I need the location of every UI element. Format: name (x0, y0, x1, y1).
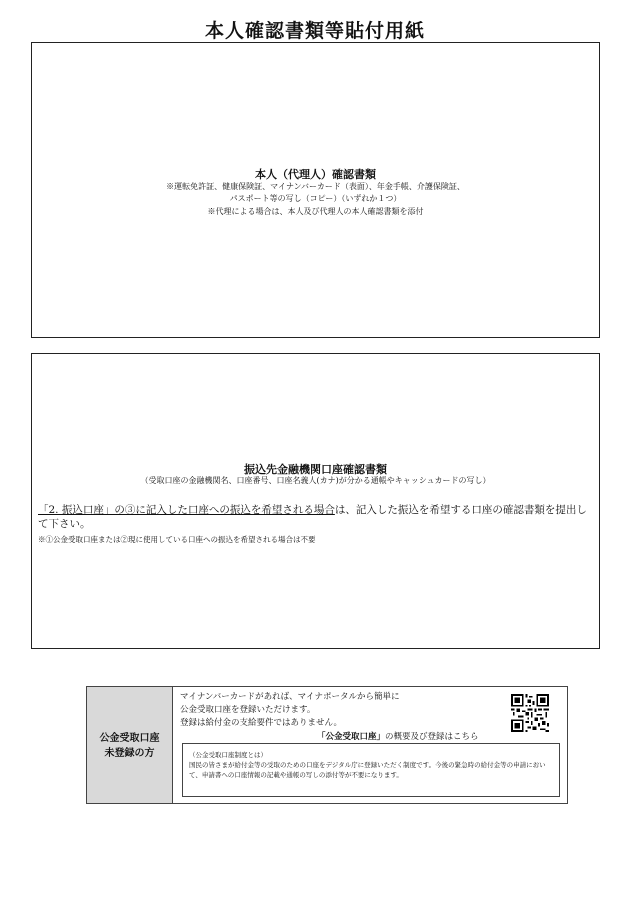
system-explanation-box (182, 743, 560, 797)
system-explanation-title: （公金受取口座制度とは） (189, 751, 267, 759)
identity-line-1: ※運転免許証、健康保険証、マイナンバーカード（表面）、年金手帳、介護保険証、 (166, 182, 465, 191)
panel-label-line-1: 公金受取口座 (99, 733, 160, 744)
identity-heading: 本人（代理人）確認書類 (255, 168, 376, 181)
bank-small-note: ※①公金受取口座または②現に使用している口座への振込を希望される場合は不要 (38, 535, 316, 544)
panel-label-line-2: 未登録の方 (104, 748, 155, 759)
identity-document-box (31, 42, 600, 338)
identity-line-3: ※代理による場合は、本人及び代理人の本人確認書類を添付 (207, 207, 424, 216)
public-account-link-rest: の概要及び登録はこちら (385, 732, 479, 742)
bank-heading: 振込先金融機関口座確認書類 (244, 463, 387, 476)
system-explanation-body: 国民の皆さまが給付金等の受取のための口座をデジタル庁に登録いただく制度です。今後の緊急時の給付金等の申請において、申請書への口座情報の記載や通帳の写しの添付等が不要になります。 (189, 761, 546, 779)
bank-note-underlined: 「2. 振込口座」の③に記入した口座への振込を希望される場合 (38, 504, 335, 516)
panel-label (87, 731, 172, 761)
panel-text-2: 公金受取口座を登録いただけます。 (180, 705, 316, 715)
qr-code-icon[interactable] (511, 694, 549, 732)
identity-line-2: パスポート等の写し（コピー）（いずれか１つ） (229, 194, 402, 203)
public-account-panel (86, 686, 568, 804)
bank-document-box (31, 353, 600, 649)
bank-note-rest: は、記入した振込を希望する口座の確認書類を提出して下さい。 (38, 504, 587, 530)
bank-subheading: （受取口座の金融機関名、口座番号、口座名義人(カナ)が分かる通帳やキャッシュカードの写し） (140, 476, 491, 485)
bank-note (38, 503, 593, 531)
panel-label-cell (87, 687, 173, 803)
panel-text-3: 登録は給付金の支給要件ではありません。 (180, 718, 343, 728)
public-account-link-bold: 「公金受取口座」 (317, 732, 386, 742)
page-title: 本人確認書類等貼付用紙 (204, 20, 425, 42)
panel-text-1: マイナンバーカードがあれば、マイナポータルから簡単に (180, 692, 400, 702)
public-account-link[interactable] (317, 730, 479, 742)
